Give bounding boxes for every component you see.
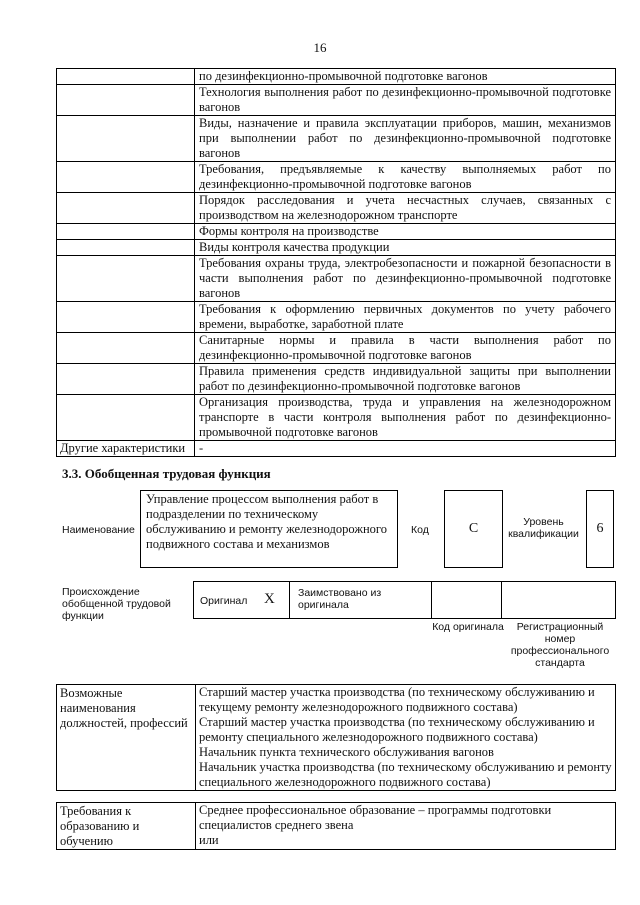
- list-item: Начальник пункта технического обслуживания вагонов: [199, 745, 494, 759]
- table-row: [57, 685, 616, 791]
- positions-label: Возможные наименования должностей, профессий: [57, 685, 196, 791]
- list-item: или: [199, 833, 219, 847]
- list-item: Среднее профессиональное образование – программы подготовки специалистов среднего звена: [199, 803, 552, 832]
- original-label: Оригинал: [200, 595, 248, 607]
- origin-label: Происхождение обобщенной трудовой функции: [62, 586, 171, 622]
- table-row: Требования охраны труда, электробезопасности и пожарной безопасности в части выполнения работ по дезинфекционно-промывочной подготовке вагонов: [57, 256, 616, 302]
- code-original-label: Код оригинала: [432, 621, 504, 633]
- page-number: 16: [313, 40, 327, 55]
- education-table: [56, 802, 616, 850]
- table-row: Порядок расследования и учета несчастных случаев, связанных с производством на железнодорожном транспорте: [57, 193, 616, 224]
- table-row: Организация производства, труда и управления на железнодорожном транспорте в части контроля выполнения работ по дезинфекционно-промывочной подготовке вагонов: [57, 395, 616, 441]
- table-row: по дезинфекционно-промывочной подготовке вагонов: [57, 69, 616, 85]
- original-mark: X: [264, 591, 275, 607]
- table-row: [57, 803, 616, 850]
- positions-list: [196, 685, 616, 791]
- origin-row: [193, 581, 616, 619]
- education-requirements: [196, 803, 616, 850]
- qualification-level-label: Уровень квалификации: [508, 516, 579, 540]
- function-name-box: Управление процессом выполнения работ в подразделении по техническому обслуживанию и ремонту железнодорожного подвижного состава и механизмов: [140, 490, 398, 568]
- code-label: Код: [411, 524, 429, 536]
- table-row: Санитарные нормы и правила в части выполнения работ по дезинфекционно-промывочной подготовке вагонов: [57, 333, 616, 364]
- table-row-other-characteristics: Другие характеристики -: [57, 441, 616, 457]
- section-heading: 3.3. Обобщенная трудовая функция: [62, 466, 271, 481]
- table-row: Требования, предъявляемые к качеству выполняемых работ по дезинфекционно-промывочной подготовке вагонов: [57, 162, 616, 193]
- education-label: Требования к образованию и обучению: [57, 803, 196, 850]
- knowledge-table: [56, 68, 616, 457]
- table-row: Требования к оформлению первичных документов по учету рабочего времени, выработке, заработной плате: [57, 302, 616, 333]
- code-value-box: C: [444, 490, 503, 568]
- table-row: Формы контроля на производстве: [57, 224, 616, 240]
- positions-table: [56, 684, 616, 791]
- borrowed-label: Заимствовано из оригинала: [298, 587, 382, 611]
- table-row: Правила применения средств индивидуальной защиты при выполнении работ по дезинфекционно-промывочной подготовке вагонов: [57, 364, 616, 395]
- table-row: Виды, назначение и правила эксплуатации приборов, машин, механизмов при выполнении работ по дезинфекционно-промывочной подготовке вагонов: [57, 116, 616, 162]
- list-item: Старший мастер участка производства (по техническому обслуживанию и ремонту специального железнодорожного подвижного состава): [199, 715, 595, 744]
- qualification-level-box: 6: [586, 490, 614, 568]
- list-item: Старший мастер участка производства (по техническому обслуживанию и текущему ремонту железнодорожного подвижного состава): [199, 685, 595, 714]
- table-row: Виды контроля качества продукции: [57, 240, 616, 256]
- table-row: Технология выполнения работ по дезинфекционно-промывочной подготовке вагонов: [57, 85, 616, 116]
- list-item: Начальник участка производства (по техническому обслуживанию и ремонту специального железнодорожного подвижного состава): [199, 760, 612, 789]
- name-label: Наименование: [62, 524, 135, 536]
- registration-number-label: Регистрационный номер профессионального стандарта: [510, 621, 610, 669]
